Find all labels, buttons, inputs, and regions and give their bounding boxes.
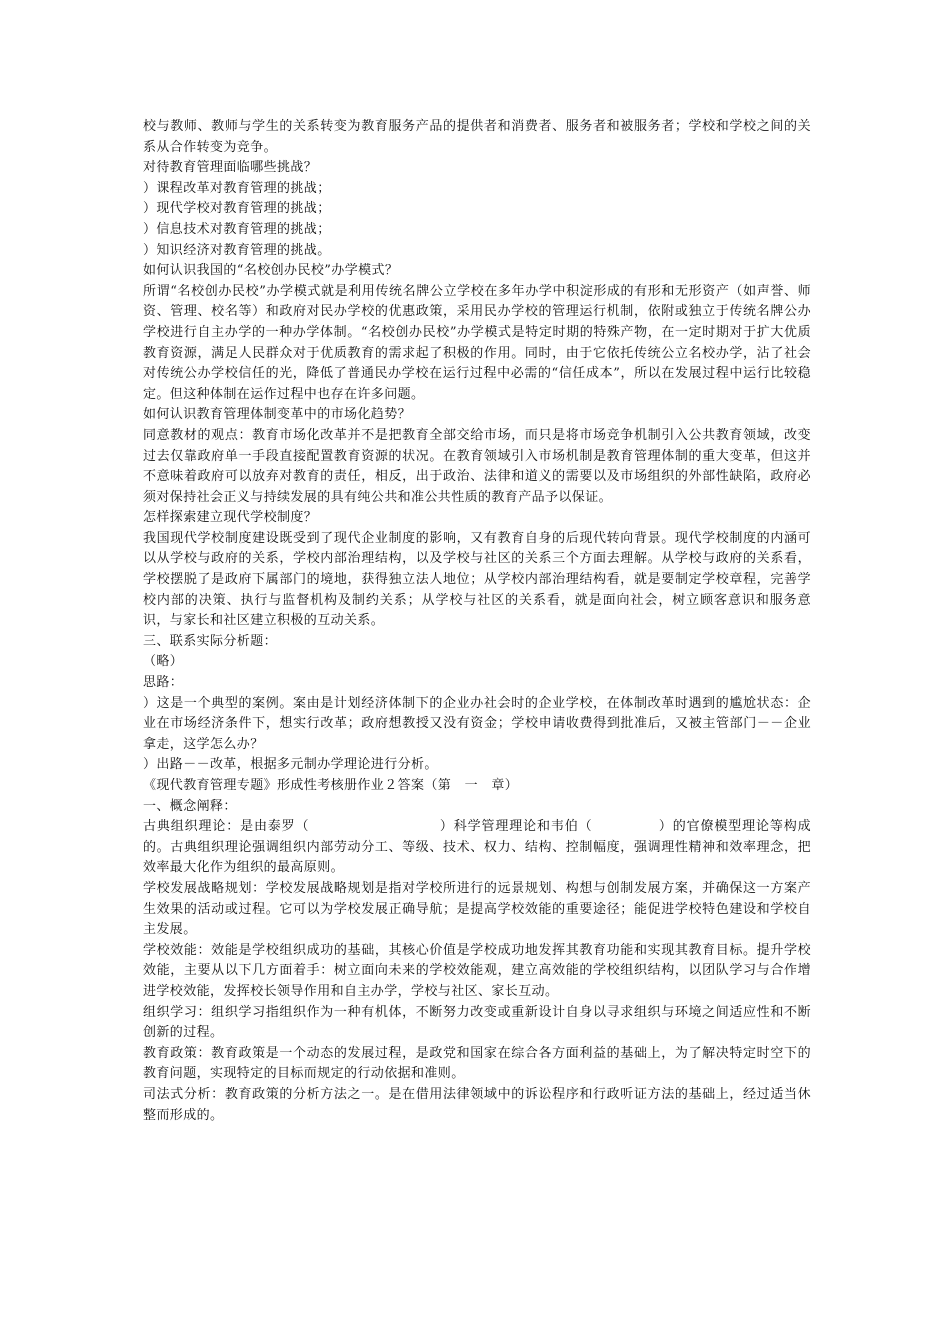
list-item: ）现代学校对教育管理的挑战； <box>143 201 331 217</box>
question-heading: 如何认识教育管理体制变革中的市场化趋势？ <box>143 407 412 423</box>
list-item: ）信息技术对教育管理的挑战； <box>143 221 331 237</box>
list-item: ）课程改革对教育管理的挑战； <box>143 180 331 196</box>
section-heading: 一、概念阐释： <box>143 798 237 814</box>
paragraph: 同意教材的观点：教育市场化改革并不是把教育全部交给市场，而只是将市场竞争机制引入公共教育领域，改变过去仅靠政府单一手段直接配置教育资源的状况。在教育领域引入市场机制是教育管理体制的重大变革，但这并不意味着政府可以放弃对教育的责任，相反，出于政治、法律和道义的需要以及市场组织的外部性缺陷，政府必须对保持社会正义与持续发展的具有纯公共和准公共性质的教育产品予以保证。 <box>143 427 811 505</box>
document-page <box>143 117 811 1126</box>
concept-paragraph: 学校发展战略规划：学校发展战略规划是指对学校所进行的远景规划、构想与创制发展方案，并确保这一方案产生效果的活动或过程。它可以为学校发展正确导航；是提高学校效能的重要途径；能促进学校特色建设和学校自主发展。 <box>143 880 811 938</box>
question-heading: 如何认识我国的“名校创办民校”办学模式？ <box>143 263 399 279</box>
question-heading: 怎样探索建立现代学校制度？ <box>143 510 318 526</box>
paragraph: ）这是一个典型的案例。案由是计划经济体制下的企业办社会时的企业学校，在体制改革时遇到的尴尬状态：企业在市场经济条件下，想实行改革；政府想教授又没有资金；学校申请收费得到批准后，又被主管部门－－企业拿走，这学怎么办？ <box>143 695 811 752</box>
concept-paragraph: 组织学习：组织学习指组织作为一种有机体，不断努力改变或重新设计自身以寻求组织与环境之间适应性和不断创新的过程。 <box>143 1004 811 1041</box>
text-line: 对待教育管理面临哪些挑战？ <box>143 160 318 176</box>
text-line: 校与教师、教师与学生的关系转变为教育服务产品的提供者和消费者、服务者和被服务者；学校和学校之间的关系从合作转变为竞争。 <box>143 119 811 155</box>
section-heading: 三、联系实际分析题： <box>143 633 278 649</box>
text-line: ）出路－－改革，根据多元制办学理论进行分析。 <box>143 757 438 773</box>
paragraph: 我国现代学校制度建设既受到了现代企业制度的影响，又有教育自身的后现代转向背景。现代学校制度的内涵可以从学校与政府的关系，学校内部治理结构，以及学校与社区的关系三个方面去理解。从学校与政府的关系看，学校摆脱了是政府下属部门的境地，获得独立法人地位；从学校内部治理结构看，就是要制定学校章程，完善学校内部的决策、执行与监督机构及制约关系；从学校与社区的关系看，就是面向社会，树立顾客意识和服务意识，与家长和社区建立积极的互动关系。 <box>143 530 811 629</box>
concept-paragraph: 学校效能：效能是学校组织成功的基础，其核心价值是学校成功地发挥其教育功能和实现其教育目标。提升学校效能，主要从以下几方面着手：树立面向未来的学校效能观，建立高效能的学校组织结构，以团队学习与合作增进学校效能，发挥校长领导作用和自主办学，学校与社区、家长互动。 <box>143 942 811 999</box>
text-line: （略） <box>143 654 184 670</box>
text-line: 思路： <box>143 675 184 691</box>
concept-paragraph: 教育政策：教育政策是一个动态的发展过程，是政党和国家在综合各方面利益的基础上，为了解决特定时空下的教育问题，实现特定的目标而规定的行动依据和准则。 <box>143 1045 811 1082</box>
concept-paragraph: 司法式分析：教育政策的分析方法之一。是在借用法律领域中的诉讼程序和行政听证方法的基础上，经过适当休整而形成的。 <box>143 1086 811 1123</box>
list-item: ）知识经济对教育管理的挑战。 <box>143 242 331 258</box>
paragraph: 所谓“名校创办民校”办学模式就是利用传统名牌公立学校在多年办学中积淀形成的有形和无形资产（如声誉、师资、管理、校名等）和政府对民办学校的优惠政策，采用民办学校的管理运行机制，依附或独立于传统名牌公办学校进行自主办学的一种办学体制。“名校创办民校”办学模式是特定时期的特殊产物，在一定时期对于扩大优质教育资源，满足人民群众对于优质教育的需求起了积极的作用。同时，由于它依托传统公立名校办学，沾了社会对传统公办学校信任的光，降低了普通民办学校在运行过程中必需的“信任成本”，所以在发展过程中运行比较稳定。但这种体制在运作过程中也存在许多问题。 <box>143 283 811 402</box>
concept-classic-organization: 古典组织理论：是由泰罗（ ）科学管理理论和韦伯（ ）的官僚模型理论等构成的。古典组织理论强调组织内部劳动分工、等级、技术、权力、结构、控制幅度，强调理性精神和效率理念，把效率最大化作为组织的最高原则。 <box>143 819 811 876</box>
document-title: 《现代教育管理专题》形成性考核册作业２答案（第 一 章） <box>143 778 519 793</box>
